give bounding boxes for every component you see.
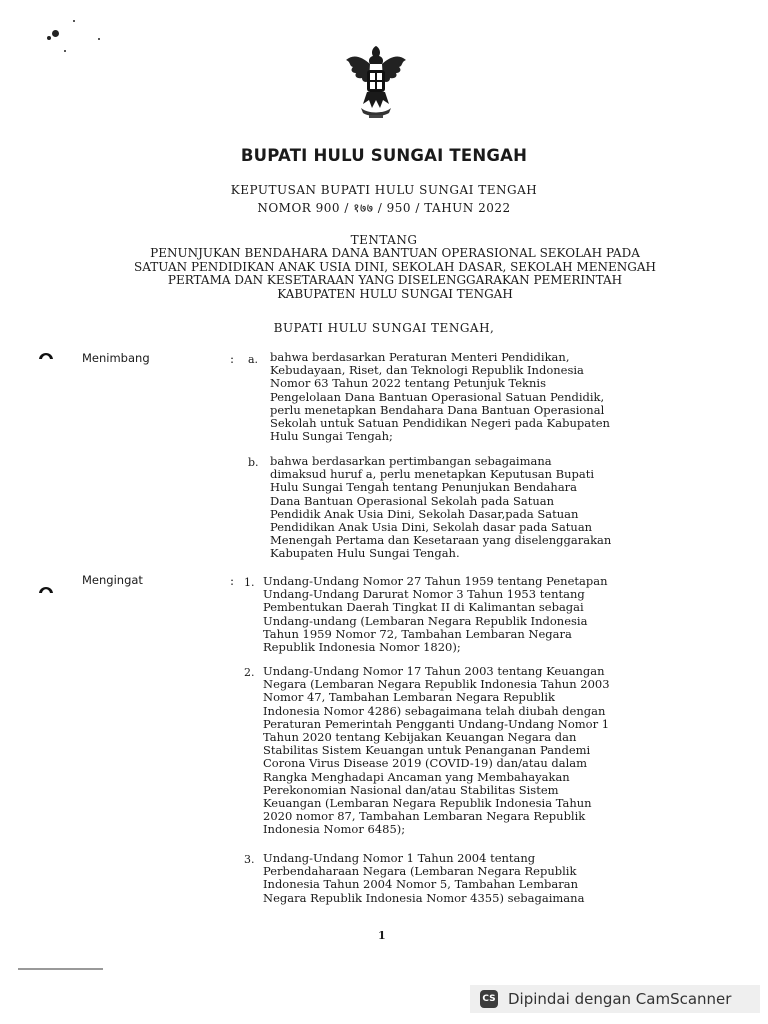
item-marker: 3. xyxy=(244,853,255,866)
text-line: Undang-undang (Lembaran Negara Republik Indonesia xyxy=(263,613,588,628)
about-label: TENTANG xyxy=(350,233,418,247)
menimbang-item-a xyxy=(270,351,674,443)
text-line: Corona Virus Disease 2019 (COVID-19) dan/atau dalam xyxy=(263,756,588,771)
text-line: Republik Indonesia Nomor 1820); xyxy=(263,640,461,655)
decree-number: NOMOR 900 / १७७ / 950 / TAHUN 2022 xyxy=(257,201,511,215)
menimbang-item-b xyxy=(270,455,674,561)
text-line: Keuangan (Lembaran Negara Republik Indonesia Tahun xyxy=(263,796,592,811)
menimbang-label: Menimbang xyxy=(82,351,150,365)
scan-speck xyxy=(52,30,59,37)
item-marker: 2. xyxy=(244,666,255,679)
text-line: Kabupaten Hulu Sungai Tengah. xyxy=(270,546,460,561)
text-line: Menengah Pertama dan Kesetaraan yang diselenggarakan xyxy=(270,533,612,548)
text-line: Sekolah untuk Satuan Pendidikan Negeri pada Kabupaten xyxy=(270,416,610,431)
camscanner-watermark xyxy=(470,985,760,1013)
decree-subject xyxy=(100,247,690,301)
item-marker: b. xyxy=(248,456,259,469)
text-line: Indonesia Nomor 4286) sebagaimana telah diubah dengan xyxy=(263,703,606,718)
text-line: Nomor 47, Tambahan Lembaran Negara Republik xyxy=(263,690,555,705)
decree-heading: KEPUTUSAN BUPATI HULU SUNGAI TENGAH xyxy=(230,183,538,197)
mengingat-label: Mengingat xyxy=(82,573,143,587)
text-line: dimaksud huruf a, perlu menetapkan Keputusan Bupati xyxy=(270,467,595,482)
text-line: Indonesia Tahun 2004 Nomor 5, Tambahan Lembaran xyxy=(263,877,578,892)
text-line: Pengelolaan Dana Bantuan Operasional Satuan Pendidik, xyxy=(270,389,605,404)
text-line: Negara (Lembaran Negara Republik Indonesia Tahun 2003 xyxy=(263,677,610,692)
text-line: perlu menetapkan Bendahara Dana Bantuan Operasional xyxy=(270,402,605,417)
text-line: Peraturan Pemerintah Pengganti Undang-Undang Nomor 1 xyxy=(263,716,610,731)
text-line: Tahun 2020 tentang Kebijakan Keuangan Negara dan xyxy=(263,730,577,745)
subject-line: PENUNJUKAN BENDAHARA DANA BANTUAN OPERASIONAL SEKOLAH PADA xyxy=(150,246,640,260)
text-line: Pendidikan Anak Usia Dini, Sekolah dasar pada Satuan xyxy=(270,520,593,535)
text-line: Pembentukan Daerah Tingkat II di Kalimantan sebagai xyxy=(263,600,584,615)
text-line: Undang-Undang Nomor 1 Tahun 2004 tentang xyxy=(263,851,536,865)
text-line: Tahun 1959 Nomor 72, Tambahan Lembaran Negara xyxy=(263,626,572,641)
subject-line: SATUAN PENDIDIKAN ANAK USIA DINI, SEKOLAH DASAR, SEKOLAH MENENGAH xyxy=(134,259,656,274)
item-marker: a. xyxy=(248,353,259,366)
menimbang-colon: : xyxy=(230,352,235,366)
text-line: bahwa berdasarkan Peraturan Menteri Pendidikan, xyxy=(270,350,570,364)
text-line: Undang-Undang Darurat Nomor 3 Tahun 1953 tentang xyxy=(263,587,585,602)
camscanner-text: Dipindai dengan CamScanner xyxy=(508,990,732,1008)
scan-speck xyxy=(47,36,51,40)
text-line: Dana Bantuan Operasional Sekolah pada Satuan xyxy=(270,493,554,508)
scan-speck xyxy=(64,50,66,52)
text-line: Hulu Sungai Tengah tentang Penunjukan Bendahara xyxy=(270,480,578,495)
garuda-emblem-icon xyxy=(343,42,409,124)
text-line: Negara Republik Indonesia Nomor 4355) sebagaimana xyxy=(263,890,585,905)
mengingat-item-2 xyxy=(263,665,674,837)
section-bullet-icon xyxy=(38,582,54,594)
text-line: Rangka Menghadapi Ancaman yang Membahayakan xyxy=(263,769,570,784)
text-line: Undang-Undang Nomor 27 Tahun 1959 tentang Penetapan xyxy=(263,574,608,588)
page-title: BUPATI HULU SUNGAI TENGAH xyxy=(240,146,528,165)
text-line: bahwa berdasarkan pertimbangan sebagaimana xyxy=(270,454,552,468)
text-line: Nomor 63 Tahun 2022 tentang Petunjuk Teknis xyxy=(270,376,547,391)
subject-line: PERTAMA DAN KESETARAAN YANG DISELENGGARAKAN PEMERINTAH xyxy=(167,273,623,287)
text-line: Indonesia Nomor 6485); xyxy=(263,822,406,837)
scan-speck xyxy=(98,38,100,40)
section-bullet-icon xyxy=(38,348,54,360)
scan-speck xyxy=(73,20,75,22)
subject-line: KABUPATEN HULU SUNGAI TENGAH xyxy=(277,286,513,301)
item-marker: 1. xyxy=(244,576,255,589)
text-line: Perbendaharaan Negara (Lembaran Negara Republik xyxy=(263,864,577,879)
text-line: Pendidik Anak Usia Dini, Sekolah Dasar,pada Satuan xyxy=(270,506,579,521)
issuer-line: BUPATI HULU SUNGAI TENGAH, xyxy=(273,321,495,335)
text-line: Perekonomian Nasional dan/atau Stabilitas Sistem xyxy=(263,782,559,797)
text-line: Undang-Undang Nomor 17 Tahun 2003 tentang Keuangan xyxy=(263,664,605,678)
text-line: 2020 nomor 87, Tambahan Lembaran Negara Republik xyxy=(263,809,586,824)
page-number: 1 xyxy=(378,929,386,942)
text-line: Kebudayaan, Riset, dan Teknologi Republik Indonesia xyxy=(270,363,584,378)
mengingat-colon: : xyxy=(230,574,235,588)
scan-edge-line xyxy=(18,968,103,970)
text-line: Stabilitas Sistem Keuangan untuk Penanganan Pandemi xyxy=(263,743,591,758)
mengingat-item-3 xyxy=(263,852,674,905)
mengingat-item-1 xyxy=(263,575,674,654)
camscanner-icon: CS xyxy=(480,990,498,1008)
text-line: Hulu Sungai Tengah; xyxy=(270,429,393,444)
